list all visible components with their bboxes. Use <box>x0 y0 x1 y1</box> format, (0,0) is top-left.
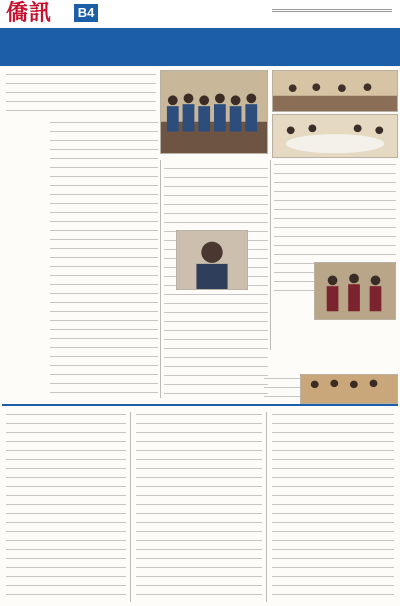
portrait-photo <box>176 230 248 290</box>
side-story-headline-box <box>262 354 398 374</box>
feature-story-text-col1 <box>50 122 158 398</box>
lead-headline-banner <box>0 28 400 66</box>
page-number: B4 <box>77 5 95 20</box>
lead-story-text <box>6 74 156 114</box>
column-divider <box>130 412 131 602</box>
feature-headline-line2 <box>22 120 44 400</box>
meeting-photo-table <box>272 114 398 158</box>
column-divider <box>266 412 267 602</box>
side-story-photo <box>314 262 396 320</box>
donor-list-col1 <box>6 414 126 602</box>
newspaper-logo: 僑訊 <box>6 0 53 26</box>
page-number-badge <box>74 4 98 22</box>
masthead <box>0 0 400 26</box>
dateline <box>272 9 392 12</box>
lead-group-photo <box>160 70 268 154</box>
feature-headline-line1 <box>4 128 22 398</box>
donor-list-col3 <box>272 414 394 602</box>
donor-list-col2 <box>136 414 262 602</box>
donor-list-section <box>2 404 398 604</box>
column-divider <box>160 160 161 398</box>
meeting-photo-top-right <box>272 70 398 112</box>
ceremony-photo <box>300 374 398 404</box>
column-divider <box>270 160 271 350</box>
